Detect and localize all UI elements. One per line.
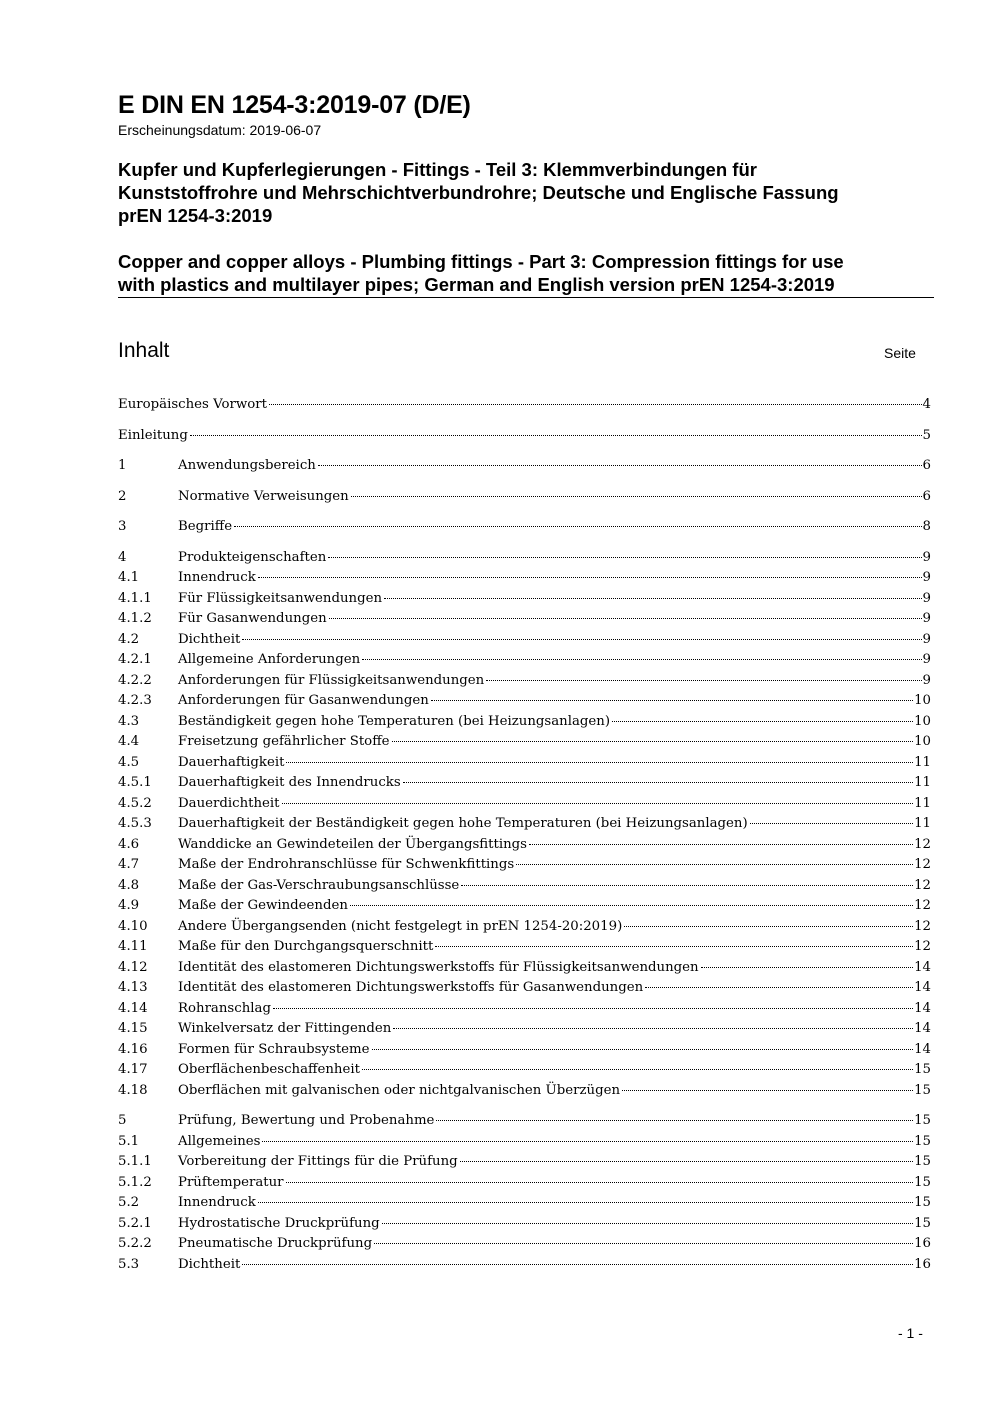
toc-entry-page: 16 — [914, 1236, 931, 1251]
toc-dot-leader — [350, 905, 913, 906]
toc-dot-leader — [460, 1161, 913, 1162]
toc-entry-number: 2 — [118, 488, 127, 504]
toc-entry-title: Normative Verweisungen — [178, 488, 349, 504]
toc-dot-leader — [645, 987, 913, 988]
toc-entry-number: 5.2.1 — [118, 1215, 152, 1231]
toc-entry-number: 4.2.2 — [118, 672, 152, 688]
toc-entry[interactable] — [118, 855, 931, 876]
toc-entry-page: 14 — [914, 1000, 931, 1016]
toc-entry-number: 4.8 — [118, 877, 140, 893]
toc-entry-title: Dauerhaftigkeit der Beständigkeit gegen hohe Temperaturen (bei Heizungsanlagen) — [178, 816, 748, 831]
toc-entry-title: Begriffe — [178, 519, 233, 534]
toc-entry-number: 3 — [118, 519, 127, 534]
toc-dot-leader — [516, 864, 913, 865]
toc-dot-leader — [286, 1182, 914, 1183]
toc-entry-title: Innendruck — [178, 570, 256, 585]
toc-entry-number: 5.1.1 — [118, 1154, 152, 1169]
toc-entry-page: 6 — [922, 458, 931, 473]
toc-entry-number: 4.4 — [118, 734, 140, 749]
toc-entry-number: 4.5.1 — [118, 775, 152, 790]
toc-dot-leader — [384, 598, 921, 599]
toc-entry-title: Prüfung, Bewertung und Probenahme — [178, 1113, 435, 1128]
toc-entry[interactable] — [118, 487, 931, 508]
toc-entry-number: 5.1 — [118, 1133, 140, 1149]
toc-entry-number: 4.6 — [118, 836, 140, 852]
title-german-line: Kupfer und Kupferlegierungen - Fittings - Teil 3: Klemmverbindungen für — [118, 159, 757, 180]
toc-entry-page: 12 — [914, 857, 931, 872]
toc-entry-title: Freisetzung gefährlicher Stoffe — [178, 734, 390, 749]
toc-entry-title: Wanddicke an Gewindeteilen der Übergangsfittings — [178, 836, 527, 852]
toc-dot-leader — [403, 782, 913, 783]
toc-entry-title: Maße der Gewindeenden — [178, 898, 348, 913]
toc-entry[interactable] — [118, 671, 931, 692]
toc-entry-number: 4.15 — [118, 1021, 148, 1036]
toc-entry-number: 4.14 — [118, 1000, 148, 1016]
toc-entry-page: 9 — [922, 570, 931, 585]
table-of-contents — [118, 395, 931, 1275]
toc-entry[interactable] — [118, 548, 931, 569]
toc-entry-page: 11 — [914, 816, 931, 831]
toc-entry[interactable] — [118, 712, 931, 733]
toc-entry-title: Identität des elastomeren Dichtungswerkstoffs für Gasanwendungen — [178, 980, 644, 995]
toc-entry-page: 9 — [922, 631, 931, 647]
toc-dot-leader — [286, 762, 913, 763]
toc-entry[interactable] — [118, 937, 931, 958]
toc-entry[interactable] — [118, 814, 931, 835]
toc-entry-title: Vorbereitung der Fittings für die Prüfung — [178, 1154, 458, 1169]
toc-dot-leader — [382, 1223, 913, 1224]
toc-entry[interactable] — [118, 1040, 931, 1061]
toc-entry-page: 9 — [922, 590, 931, 606]
toc-entry-number: 4.12 — [118, 959, 148, 975]
toc-entry-page: 4 — [922, 397, 931, 412]
toc-dot-leader — [258, 577, 922, 578]
toc-entry-number: 4.10 — [118, 918, 148, 934]
toc-entry[interactable] — [118, 1255, 931, 1276]
toc-entry[interactable] — [118, 1193, 931, 1214]
toc-dot-leader — [624, 926, 913, 927]
publication-date: Erscheinungsdatum: 2019-06-07 — [118, 122, 322, 138]
toc-entry-page: 15 — [914, 1082, 931, 1098]
toc-entry-number: 4.5.3 — [118, 816, 152, 831]
toc-entry-number: 4.18 — [118, 1082, 148, 1098]
toc-entry-title: Winkelversatz der Fittingenden — [178, 1021, 392, 1036]
toc-entry[interactable] — [118, 1060, 931, 1081]
toc-entry-title: Innendruck — [178, 1195, 256, 1210]
toc-dot-leader — [282, 803, 914, 804]
toc-entry-number: 5.3 — [118, 1256, 140, 1272]
toc-entry[interactable] — [118, 876, 931, 897]
toc-dot-leader — [436, 1120, 913, 1121]
toc-entry-title: Dauerhaftigkeit des Innendrucks — [178, 775, 401, 790]
toc-entry-number: 5.2.2 — [118, 1236, 152, 1251]
toc-entry-page: 9 — [922, 672, 931, 688]
toc-entry-number: 4.5.2 — [118, 795, 152, 811]
toc-dot-leader — [273, 1008, 913, 1009]
toc-entry-page: 14 — [914, 959, 931, 975]
toc-entry[interactable] — [118, 896, 931, 917]
toc-entry-number: 1 — [118, 458, 127, 473]
toc-entry[interactable] — [118, 1111, 931, 1132]
toc-entry-number: 4.1 — [118, 570, 140, 585]
toc-entry-page: 16 — [914, 1256, 931, 1272]
toc-dot-leader — [234, 526, 921, 527]
toc-dot-leader — [461, 885, 913, 886]
toc-entry-page: 12 — [914, 836, 931, 852]
toc-entry-page: 15 — [914, 1174, 931, 1190]
toc-dot-leader — [431, 700, 913, 701]
toc-entry-page: 9 — [922, 611, 931, 626]
toc-entry[interactable] — [118, 1173, 931, 1194]
toc-entry-page: 9 — [922, 549, 931, 565]
toc-entry-page: 11 — [914, 795, 931, 811]
toc-dot-leader — [190, 435, 922, 436]
toc-entry-page: 12 — [914, 877, 931, 893]
title-divider — [118, 297, 934, 298]
toc-entry-title: Formen für Schraubsysteme — [178, 1041, 370, 1057]
title-german-line: prEN 1254-3:2019 — [118, 205, 273, 226]
toc-entry-number: 4.9 — [118, 898, 140, 913]
toc-entry[interactable] — [118, 732, 931, 753]
toc-dot-leader — [435, 946, 913, 947]
toc-entry-title: Identität des elastomeren Dichtungswerkstoffs für Flüssigkeitsanwendungen — [178, 959, 699, 975]
toc-entry-number: 4.2 — [118, 631, 140, 647]
toc-dot-leader — [529, 844, 913, 845]
toc-entry-title: Oberflächen mit galvanischen oder nichtgalvanischen Überzügen — [178, 1082, 621, 1098]
toc-entry-number: 4.7 — [118, 857, 140, 872]
toc-entry-title: Pneumatische Druckprüfung — [178, 1236, 373, 1251]
toc-entry-page: 12 — [914, 939, 931, 954]
toc-entry[interactable] — [118, 650, 931, 671]
toc-entry-page: 12 — [914, 898, 931, 913]
toc-entry[interactable] — [118, 1152, 931, 1173]
toc-entry[interactable] — [118, 999, 931, 1020]
toc-dot-leader — [362, 659, 921, 660]
toc-entry-title: Maße für den Durchgangsquerschnitt — [178, 939, 434, 954]
toc-dot-leader — [258, 1202, 913, 1203]
toc-entry-page: 11 — [914, 754, 931, 770]
toc-entry-number: 5 — [118, 1113, 127, 1128]
toc-entry[interactable] — [118, 517, 931, 538]
toc-entry-page: 10 — [914, 693, 931, 708]
toc-entry[interactable] — [118, 958, 931, 979]
toc-entry-title: Europäisches Vorwort — [118, 397, 267, 412]
toc-entry-page: 15 — [914, 1215, 931, 1231]
toc-entry[interactable] — [118, 1081, 931, 1102]
toc-dot-leader — [242, 1264, 913, 1265]
title-english — [118, 250, 928, 296]
toc-entry[interactable] — [118, 568, 931, 589]
toc-page-label: Seite — [884, 345, 916, 361]
toc-entry[interactable] — [118, 1132, 931, 1153]
toc-entry-page: 15 — [914, 1154, 931, 1169]
toc-entry[interactable] — [118, 1019, 931, 1040]
toc-entry-title: Anforderungen für Gasanwendungen — [178, 693, 429, 708]
toc-entry[interactable] — [118, 395, 931, 416]
toc-entry[interactable] — [118, 917, 931, 938]
toc-entry-number: 4.3 — [118, 713, 140, 729]
toc-entry-title: Produkteigenschaften — [178, 549, 327, 565]
toc-dot-leader — [393, 1028, 913, 1029]
toc-entry-number: 4.5 — [118, 754, 140, 770]
toc-dot-leader — [318, 465, 922, 466]
toc-entry[interactable] — [118, 691, 931, 712]
toc-dot-leader — [362, 1069, 913, 1070]
toc-entry-number: 4 — [118, 549, 127, 565]
toc-entry-title: Für Gasanwendungen — [178, 611, 327, 626]
toc-entry-number: 4.1.1 — [118, 590, 152, 606]
toc-entry-title: Prüftemperatur — [178, 1174, 284, 1190]
toc-entry-page: 15 — [914, 1195, 931, 1210]
toc-entry[interactable] — [118, 1234, 931, 1255]
toc-dot-leader — [329, 618, 922, 619]
toc-entry-page: 12 — [914, 918, 931, 934]
toc-entry[interactable] — [118, 773, 931, 794]
toc-dot-leader — [374, 1243, 913, 1244]
title-english-line: Copper and copper alloys - Plumbing fittings - Part 3: Compression fittings for use — [118, 251, 844, 272]
toc-entry-title: Maße der Endrohranschlüsse für Schwenkfittings — [178, 857, 515, 872]
toc-entry[interactable] — [118, 794, 931, 815]
toc-entry-title: Oberflächenbeschaffenheit — [178, 1062, 360, 1077]
toc-dot-leader — [351, 496, 922, 497]
toc-dot-leader — [486, 680, 921, 681]
toc-entry-number: 5.1.2 — [118, 1174, 152, 1190]
toc-entry[interactable] — [118, 426, 931, 447]
toc-entry-title: Allgemeines — [178, 1133, 261, 1149]
toc-entry-number: 4.11 — [118, 939, 148, 954]
toc-entry-page: 9 — [922, 652, 931, 667]
toc-entry[interactable] — [118, 753, 931, 774]
toc-entry-title: Einleitung — [118, 427, 188, 443]
toc-entry[interactable] — [118, 1214, 931, 1235]
toc-dot-leader — [262, 1141, 913, 1142]
toc-dot-leader — [372, 1049, 914, 1050]
title-german-line: Kunststoffrohre und Mehrschichtverbundrohre; Deutsche und Englische Fassung — [118, 182, 839, 203]
toc-entry-number: 4.1.2 — [118, 611, 152, 626]
toc-entry-page: 15 — [914, 1113, 931, 1128]
toc-dot-leader — [328, 557, 921, 558]
footer-page-number: - 1 - — [898, 1325, 923, 1341]
toc-entry-page: 14 — [914, 1021, 931, 1036]
toc-entry-number: 4.13 — [118, 980, 148, 995]
toc-entry-title: Dichtheit — [178, 631, 241, 647]
toc-entry-page: 14 — [914, 1041, 931, 1057]
toc-entry-page: 10 — [914, 713, 931, 729]
toc-entry-number: 4.2.3 — [118, 693, 152, 708]
toc-entry-title: Dichtheit — [178, 1256, 241, 1272]
toc-entry-page: 6 — [922, 488, 931, 504]
toc-dot-leader — [242, 639, 921, 640]
toc-dot-leader — [269, 404, 922, 405]
toc-entry-page: 11 — [914, 775, 931, 790]
toc-entry[interactable] — [118, 835, 931, 856]
toc-entry-title: Dauerhaftigkeit — [178, 754, 285, 770]
toc-entry-title: Beständigkeit gegen hohe Temperaturen (bei Heizungsanlagen) — [178, 713, 611, 729]
toc-dot-leader — [392, 741, 914, 742]
title-german — [118, 158, 918, 227]
toc-entry-number: 4.2.1 — [118, 652, 152, 667]
document-code: E DIN EN 1254-3:2019-07 (D/E) — [118, 91, 471, 119]
toc-entry-title: Anwendungsbereich — [178, 458, 316, 473]
toc-entry-title: Rohranschlag — [178, 1000, 271, 1016]
toc-entry-title: Hydrostatische Druckprüfung — [178, 1215, 380, 1231]
toc-entry-number: 4.17 — [118, 1062, 148, 1077]
toc-entry-number: 5.2 — [118, 1195, 140, 1210]
toc-entry[interactable] — [118, 630, 931, 651]
toc-entry[interactable] — [118, 609, 931, 630]
toc-heading: Inhalt — [118, 339, 170, 362]
toc-entry[interactable] — [118, 456, 931, 477]
toc-entry-number: 4.16 — [118, 1041, 148, 1057]
toc-entry-title: Für Flüssigkeitsanwendungen — [178, 590, 383, 606]
toc-entry-page: 14 — [914, 980, 931, 995]
toc-entry-title: Anforderungen für Flüssigkeitsanwendungen — [178, 672, 485, 688]
toc-entry[interactable] — [118, 978, 931, 999]
toc-entry-page: 10 — [914, 734, 931, 749]
toc-entry-title: Andere Übergangsenden (nicht festgelegt in prEN 1254-20:2019) — [178, 918, 623, 934]
title-english-line: with plastics and multilayer pipes; German and English version prEN 1254-3:2019 — [118, 274, 835, 295]
toc-entry-page: 15 — [914, 1062, 931, 1077]
toc-dot-leader — [701, 967, 913, 968]
toc-entry-page: 8 — [922, 519, 931, 534]
toc-entry-page: 5 — [922, 427, 931, 443]
toc-entry-title: Maße der Gas-Verschraubungsanschlüsse — [178, 877, 460, 893]
toc-dot-leader — [622, 1090, 913, 1091]
toc-entry-page: 15 — [914, 1133, 931, 1149]
toc-entry[interactable] — [118, 589, 931, 610]
toc-entry-title: Allgemeine Anforderungen — [178, 652, 361, 667]
toc-entry-title: Dauerdichtheit — [178, 795, 280, 811]
toc-dot-leader — [612, 721, 913, 722]
toc-dot-leader — [750, 823, 913, 824]
